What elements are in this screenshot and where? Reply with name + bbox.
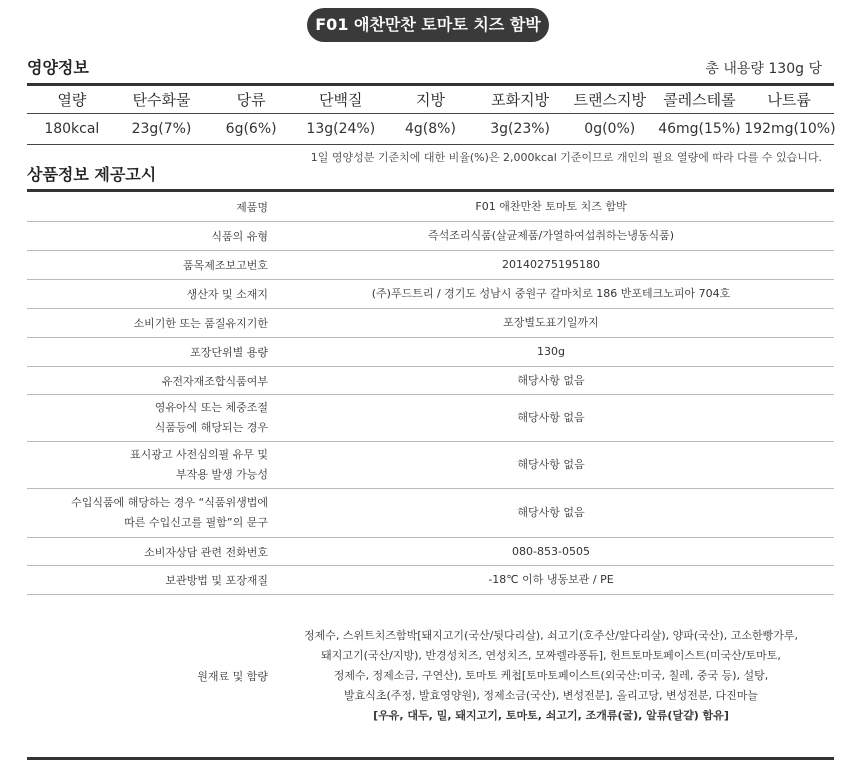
nutrition-column-header: 콜레스테롤 [655, 85, 745, 114]
nutrition-footnote: 1일 영양성분 기준치에 대한 비율(%)은 2,000kcal 기준이므로 개인의 필요 열량에 따라 다를 수 있습니다. [310, 151, 822, 164]
info-label: 소비기한 또는 품질유지기한 [133, 317, 268, 330]
info-row [27, 222, 834, 251]
nutrition-column-header: 당류 [206, 85, 296, 114]
info-value: 130g [537, 345, 565, 358]
info-label: 유전자재조합식품여부 [161, 374, 268, 388]
info-label: 식품의 유형 [211, 230, 268, 243]
nutrition-value: 3g(23%) [475, 114, 565, 145]
nutrition-column-header: 나트륨 [744, 85, 834, 114]
info-row [27, 395, 834, 442]
info-value: 해당사항 없음 [517, 373, 585, 387]
product-info-heading: 상품정보 제공고시 [27, 165, 157, 184]
nutrition-value: 192mg(10%) [744, 114, 834, 145]
info-row [27, 538, 834, 566]
nutrition-header-row [27, 85, 834, 114]
nutrition-column-header: 지방 [386, 85, 476, 114]
info-row [27, 309, 834, 338]
info-row [27, 191, 834, 222]
info-label: 원재료 및 함량 [197, 670, 268, 683]
nutrition-column-header: 열량 [27, 85, 117, 114]
info-row [27, 442, 834, 489]
info-row [27, 489, 834, 538]
product-info-table [27, 189, 834, 760]
product-title-badge: F01 애찬만찬 토마토 치즈 함박 [307, 8, 549, 42]
info-label: 포장단위별 용량 [190, 346, 268, 359]
info-value: 해당사항 없음 [517, 506, 585, 519]
info-value: (주)푸드트리 / 경기도 성남시 중원구 갈마치로 186 반포테크노피아 704호 [371, 287, 731, 300]
info-label: 품목제조보고번호 [182, 259, 268, 272]
info-value: 해당사항 없음 [517, 411, 585, 424]
ingredients-line: 발효식초(주정, 발효영양원), 정제소금(국산), 변성전분], 올리고당, 변성전분, 다진마늘 [343, 689, 759, 702]
info-value: 포장별도표기일까지 [503, 316, 599, 329]
info-label: 생산자 및 소재지 [186, 288, 268, 301]
nutrition-column-header: 단백질 [296, 85, 386, 114]
info-value: 즉석조리식품(살균제품/가열하여섭취하는냉동식품) [427, 229, 675, 242]
info-row [27, 251, 834, 280]
info-value: -18℃ 이하 냉동보관 / PE [488, 573, 614, 586]
nutrition-heading: 영양정보 [27, 58, 89, 77]
nutrition-value: 46mg(15%) [655, 114, 745, 145]
info-label: 제품명 [236, 200, 268, 214]
info-label: 영유아식 또는 체중조절 식품등에 해당되는 경우 [154, 401, 268, 434]
info-value: F01 애찬만찬 토마토 치즈 함박 [475, 199, 627, 213]
nutrition-column-header: 트랜스지방 [565, 85, 655, 114]
info-row [27, 566, 834, 595]
ingredients-line: 정제수, 정제소금, 구연산), 토마토 케첩[토마토페이스트(외국산:미국, 칠레, 중국 등), 설탕, [333, 669, 769, 682]
info-label: 표시광고 사전심의필 유무 및 부작용 발생 가능성 [129, 448, 268, 481]
nutrition-value: 180kcal [27, 114, 117, 145]
allergen-notice: [우유, 대두, 밀, 돼지고기, 토마토, 쇠고기, 조개류(굴), 알류(달걀) 함유] [373, 709, 729, 722]
info-row-ingredients [27, 595, 834, 759]
info-row [27, 338, 834, 367]
nutrition-value: 0g(0%) [565, 114, 655, 145]
nutrition-value: 23g(7%) [117, 114, 207, 145]
serving-size: 총 내용량 130g 당 [705, 61, 822, 77]
ingredients-line: 정제수, 스위트치즈함박[돼지고기(국산/뒷다리살), 쇠고기(호주산/앞다리살), 양파(국산), 고소한빵가루, [304, 629, 798, 642]
info-value: 080-853-0505 [512, 544, 590, 558]
nutrition-value: 4g(8%) [386, 114, 476, 145]
nutrition-column-header: 탄수화물 [117, 85, 207, 114]
info-value: 20140275195180 [502, 258, 600, 271]
info-row [27, 367, 834, 395]
nutrition-value: 6g(6%) [206, 114, 296, 145]
info-label: 소비자상담 관련 전화번호 [144, 545, 268, 559]
nutrition-table [27, 83, 834, 145]
info-value: 해당사항 없음 [517, 458, 585, 471]
nutrition-column-header: 포화지방 [475, 85, 565, 114]
ingredients-line: 돼지고기(국산/지방), 반경성치즈, 연성치즈, 모짜렐라퐁듀], 헌트토마토페이스트(미국산/토마토, [321, 649, 781, 662]
info-row [27, 280, 834, 309]
info-label: 보관방법 및 포장재질 [165, 574, 268, 587]
nutrition-value: 13g(24%) [296, 114, 386, 145]
info-label: 수입식품에 해당하는 경우 “식품위생법에 따른 수입신고를 필함”의 문구 [71, 496, 268, 529]
ingredients-value [268, 595, 834, 759]
nutrition-value-row [27, 114, 834, 145]
